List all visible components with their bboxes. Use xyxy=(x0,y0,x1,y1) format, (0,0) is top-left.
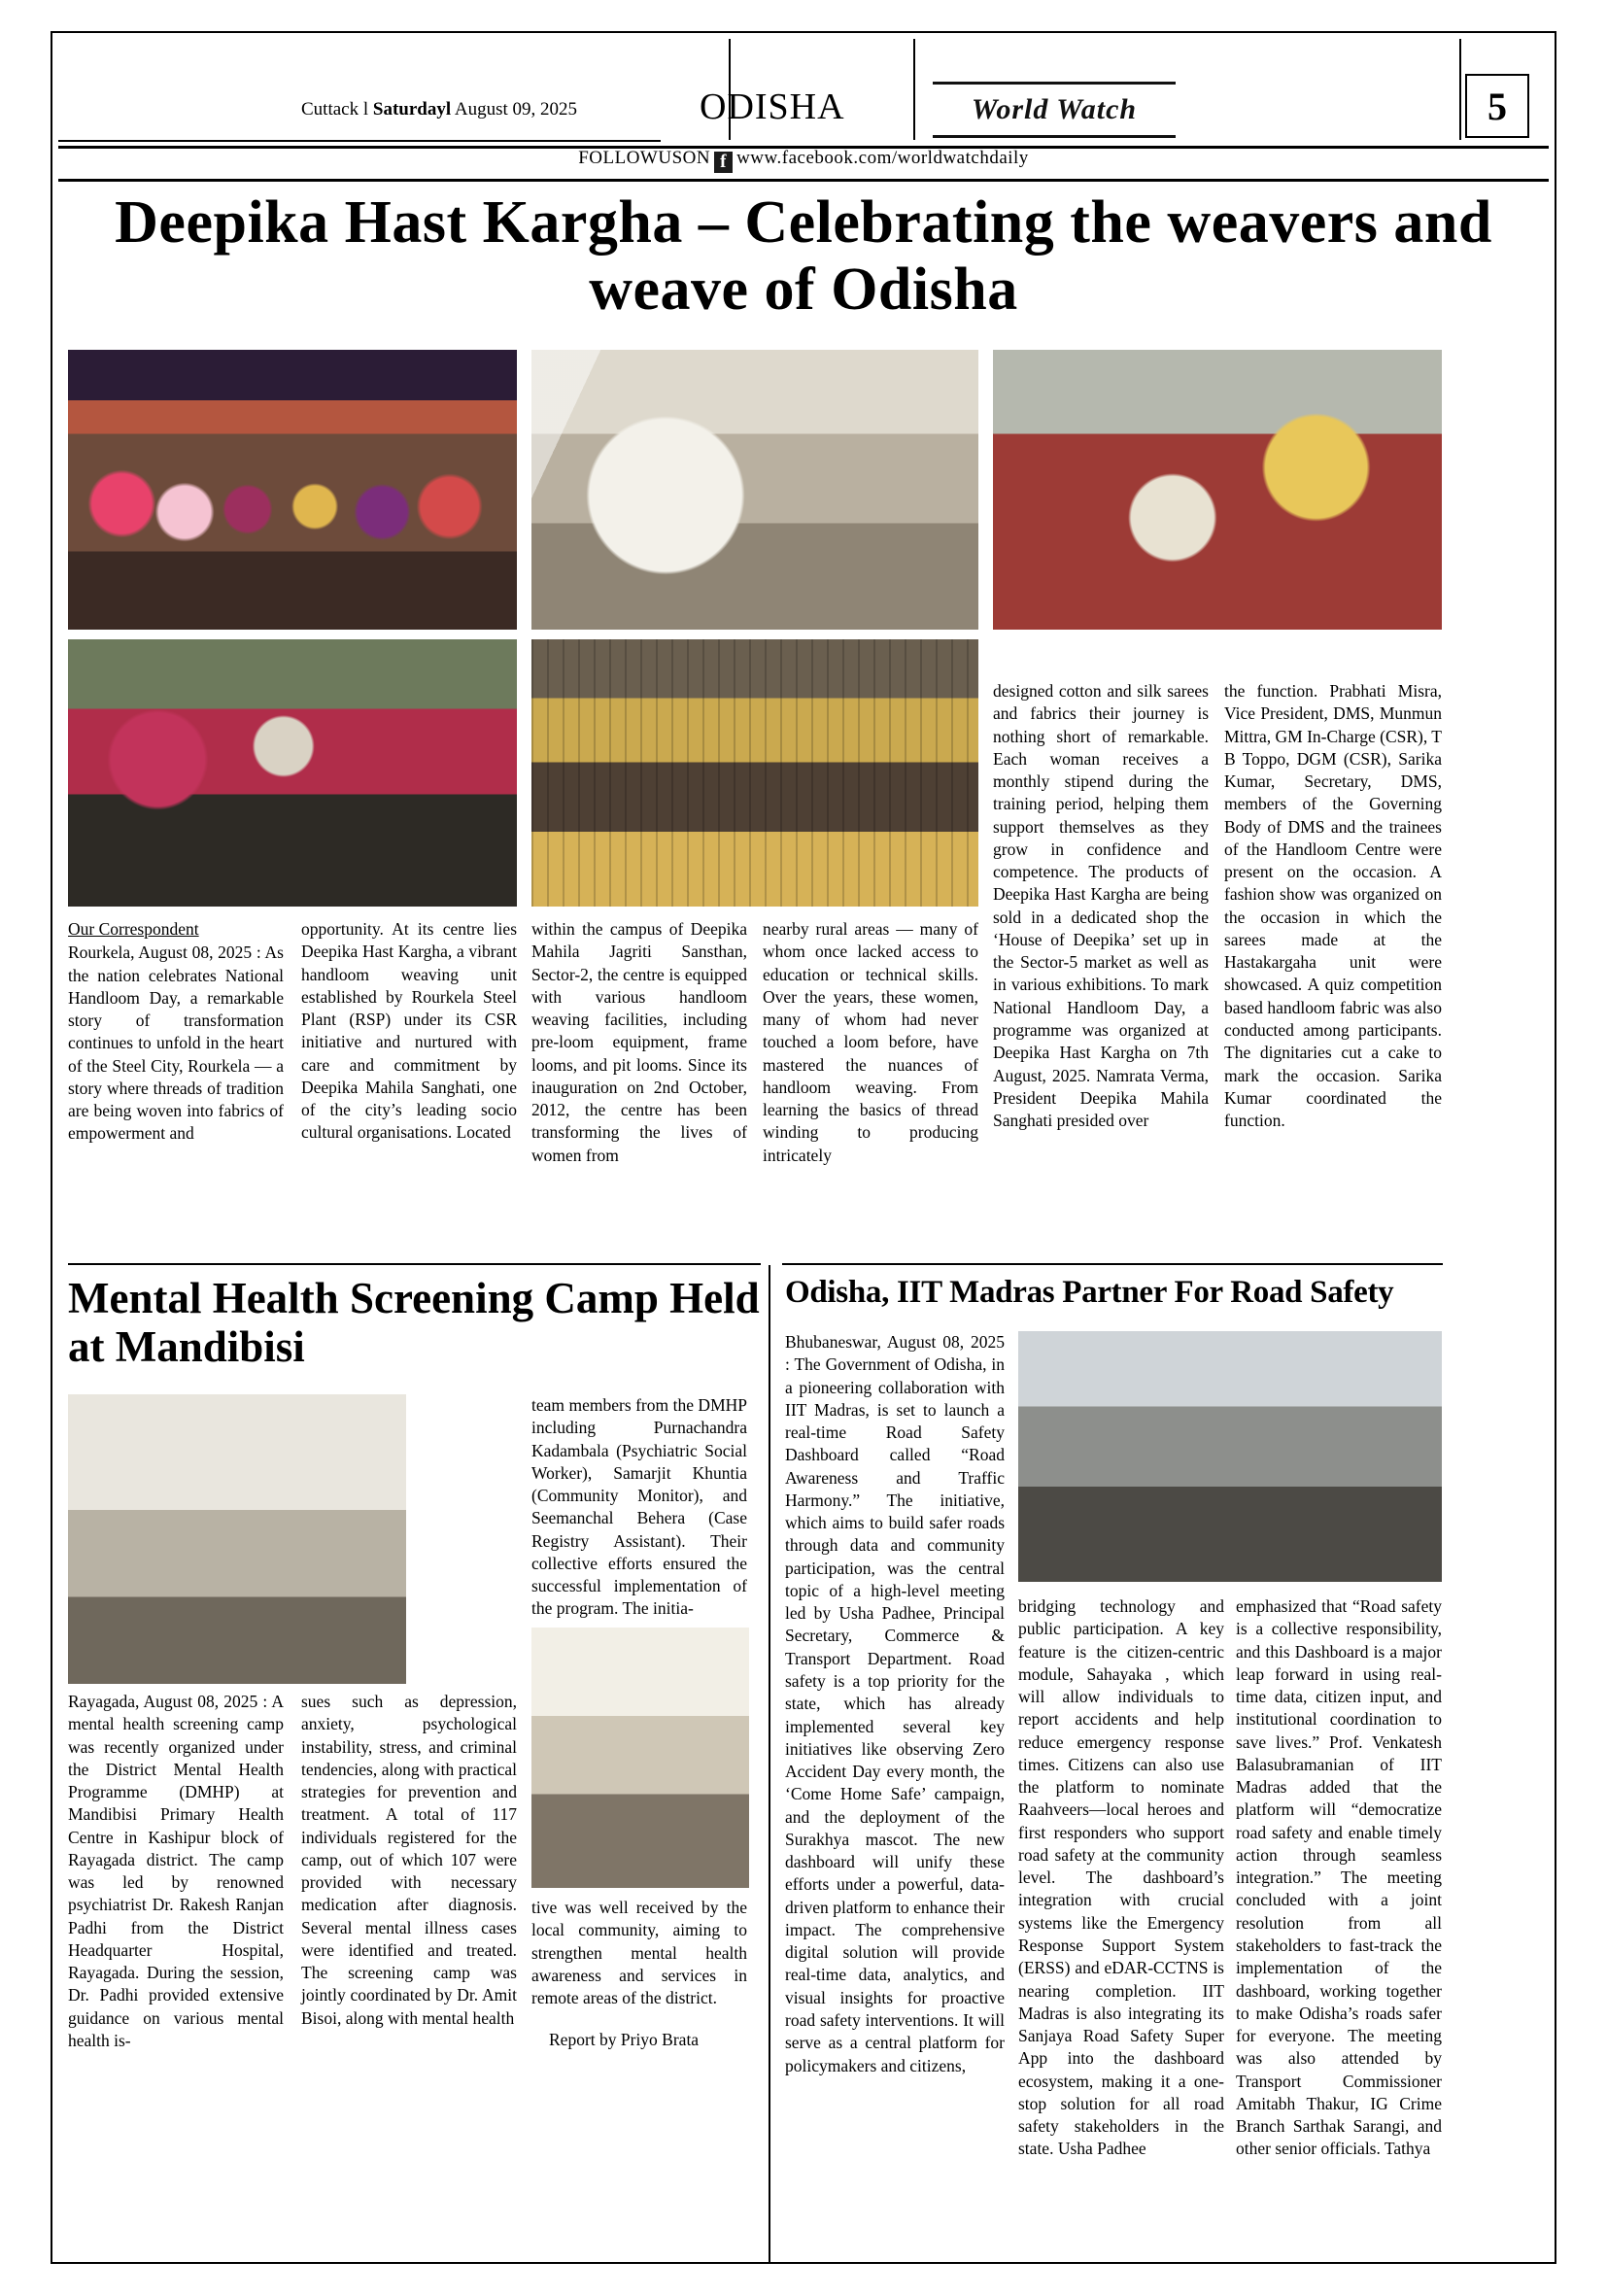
photo-woman-at-charkha xyxy=(531,350,978,630)
photo-women-on-loom xyxy=(68,639,517,907)
dateline-day: Saturdayl xyxy=(372,99,452,120)
dateline-date: August 09, 2025 xyxy=(454,99,577,120)
photo-camp-registration-desk xyxy=(531,1628,749,1888)
story3-column-2: bridging technology and public participation. A key feature is the citizen-centric module, Sahayaka , which will allow individuals to report accidents and help reduce emergency response times. Citizens can also use the platform to nominate Raahveers—local heroes and first responders who support road safety at the community level. The dashboard’s integration with crucial systems like the Emergency Response Support System (ERSS) and eDAR-CCTNS is nearing completion. IIT Madras is also integrating its Sanjaya Road Safety Super App into the dashboard ecosystem, making it a one-stop solution for all road safety stakeholders in the state. Usha Padhee xyxy=(1018,1596,1224,2159)
photo-group-women-sarees xyxy=(68,350,517,630)
newspaper-page xyxy=(58,39,1549,2264)
lead-headline: Deepika Hast Kargha – Celebrating the weavers and weave of Odisha xyxy=(115,189,1492,324)
story2-headline: Mental Health Screening Camp Held at Mandibisi xyxy=(68,1274,760,1371)
lead-column-6: the function. Prabhati Misra, Vice President, DMS, Munmun Mittra, GM In-Charge (CSR), T B Toppo, DGM (CSR), Sarika Kumar, Secretary, DMS, members of the Governing Body of DMS and the trainees of the Handloom Centre were present on the occasion. A fashion show was organized on the occasion in which the sarees made at the Hastakargaha unit were showcased. A quiz competition based handloom fabric was also conducted among participants. The dignitaries cut a cake to mark the occasion. Sarika Kumar coordinated the function. xyxy=(1224,681,1442,1131)
masthead-rule xyxy=(58,179,1549,182)
dateline-place: Cuttack xyxy=(301,99,359,120)
column-divider-vertical xyxy=(769,1265,770,2264)
masthead-divider-right xyxy=(1459,39,1461,140)
story2-credit: Report by Priyo Brata xyxy=(549,2030,700,2049)
dateline xyxy=(301,99,577,120)
story2-column-2: sues such as depression, anxiety, psychological instability, stress, and criminal tendencies, along with practical strategies for prevention and treatment. A total of 117 individuals registered for the camp, out of which 107 were provided with necessary medication after diagnosis. Several mental illness cases were identified and treated. The screening camp was jointly coordinated by Dr. Amit Bisoi, along with mental health xyxy=(301,1692,517,2028)
story2-column-3-top: team members from the DMHP including Purnachandra Kadambala (Psychiatric Social Worker), Samarjit Khuntia (Community Monitor), and Seemanchal Behera (Case Registry Assistant). Their collective efforts ensured the successful implementation of the program. The initia- xyxy=(531,1395,747,1619)
section-divider-left xyxy=(68,1263,761,1265)
lead-column-4: nearby rural areas — many of whom once lacked access to education or technical skills. Over the years, these women, many of whom had never touched a loom before, have mastered the nuances of handloom weaving. From learning the basics of thread winding to producing intricately xyxy=(763,919,978,1165)
story2-column-1: Rayagada, August 08, 2025 : A mental health screening camp was recently organized under the District Mental Health Programme (DMHP) at Mandibisi Primary Health Centre in Kashipur block of Rayagada district. The camp was led by renowned psychiatrist Dr. Rakesh Ranjan Padhi from the District Headquarter Hospital, Rayagada. During the session, Dr. Padhi provided extensive guidance on various mental health is- xyxy=(68,1692,284,2050)
follow-label: FOLLOWUSON xyxy=(578,148,711,168)
lead-column-2: opportunity. At its centre lies Deepika Hast Kargha, a vibrant handloom weaving unit established by Rourkela Steel Plant (RSP) under its CSR initiative and nurtured with care and commitment by Deepika Mahila Sanghati, one of the city’s leading socio cultural organisations. Located xyxy=(301,919,517,1143)
lead-col1-text: Rourkela, August 08, 2025 : As the nation celebrates National Handloom Day, a remarkable story of transformation continues to unfold in the heart of the Steel City, Rourkela — a story where threads of tradition are being woven into fabrics of empowerment and xyxy=(68,942,284,1144)
world-watch-logo: World Watch xyxy=(933,82,1176,138)
masthead-left-block xyxy=(58,39,661,142)
facebook-icon[interactable]: f xyxy=(714,152,733,173)
photo-weaver-at-handloom xyxy=(531,639,978,907)
story3-column-3: emphasized that “Road safety is a collective responsibility, and this Dashboard is a major leap forward in using real-time data, citizen input, and institutional coordination to save lives.” Prof. Venkatesh Balasubramanian of IIT Madras added that the platform will “democratize road safety and enable timely action through seamless integration.” The meeting concluded with a joint resolution from all stakeholders to fast-track the implementation of the dashboard, working together to make Odisha’s roads safer for everyone. The meeting was also attended by Transport Commissioner Amitabh Thakur, IG Crime Branch Sarthak Sarangi, and other senior officials. Tathya xyxy=(1236,1596,1442,2159)
dateline-sep: l xyxy=(362,99,369,120)
section-divider-right xyxy=(782,1263,1443,1265)
lead-column-3: within the campus of Deepika Mahila Jagriti Sansthan, Sector-2, the centre is equipped with various handloom weaving facilities, including pre-loom equipment, frame looms, and pit looms. Since its inauguration on 2nd October, 2012, the centre has been transforming the lives of women from xyxy=(531,919,747,1165)
byline: Our Correspondent xyxy=(68,919,199,939)
lead-column-5: designed cotton and silk sarees and fabrics their journey is nothing short of remarkable. Each woman receives a monthly stipend during the training period, helping them support themselves as they grow in confidence and competence. The products of Deepika Hast Kargha are being sold in a dedicated shop the ‘House of Deepika’ set up in the Sector-5 market as well as in various exhibitions. To mark National Handloom Day, a programme was organized at Deepika Hast Kargha on 7th August, 2025. Namrata Verma, President Deepika Mahila Sanghati presided over xyxy=(993,681,1209,1131)
masthead-divider-mid xyxy=(913,39,915,140)
facebook-url[interactable]: www.facebook.com/worldwatchdaily xyxy=(736,148,1029,168)
masthead xyxy=(58,39,1549,149)
follow-us-bar xyxy=(58,148,1549,173)
page-number: 5 xyxy=(1465,74,1529,138)
story3-headline: Odisha, IIT Madras Partner For Road Safety xyxy=(785,1275,1394,1310)
masthead-title: ODISHA xyxy=(700,86,845,127)
photo-road-safety-meeting xyxy=(1018,1331,1442,1582)
photo-mental-health-banner xyxy=(68,1394,406,1684)
story3-column-1: Bhubaneswar, August 08, 2025 : The Government of Odisha, in a pioneering collaboration with IIT Madras, is set to launch a real-time Road Safety Dashboard called “Road Awareness and Traffic Harmony.” The initiative, which aims to build safer roads through data and community participation, was the central topic of a high-level meeting led by Usha Padhee, Principal Secretary, Commerce & Transport Department. Road safety is a top priority for the state, which has already implemented several key initiatives like observing Zero Accident Day every month, the ‘Come Home Safe’ campaign, and the deployment of the Surakhya mascot. The new dashboard will unify these efforts under a powerful, data-driven platform to enhance their impact. The comprehensive digital solution will provide real-time data, analytics, and visual insights for proactive road safety interventions. It will serve as a central platform for policymakers and citizens, xyxy=(785,1332,1005,2075)
photo-woman-winding-thread xyxy=(993,350,1442,630)
lead-column-1 xyxy=(68,918,284,1146)
story2-column-3-bottom: tive was well received by the local community, aiming to strengthen mental health awareness and services in remote areas of the district. xyxy=(531,1898,747,2008)
